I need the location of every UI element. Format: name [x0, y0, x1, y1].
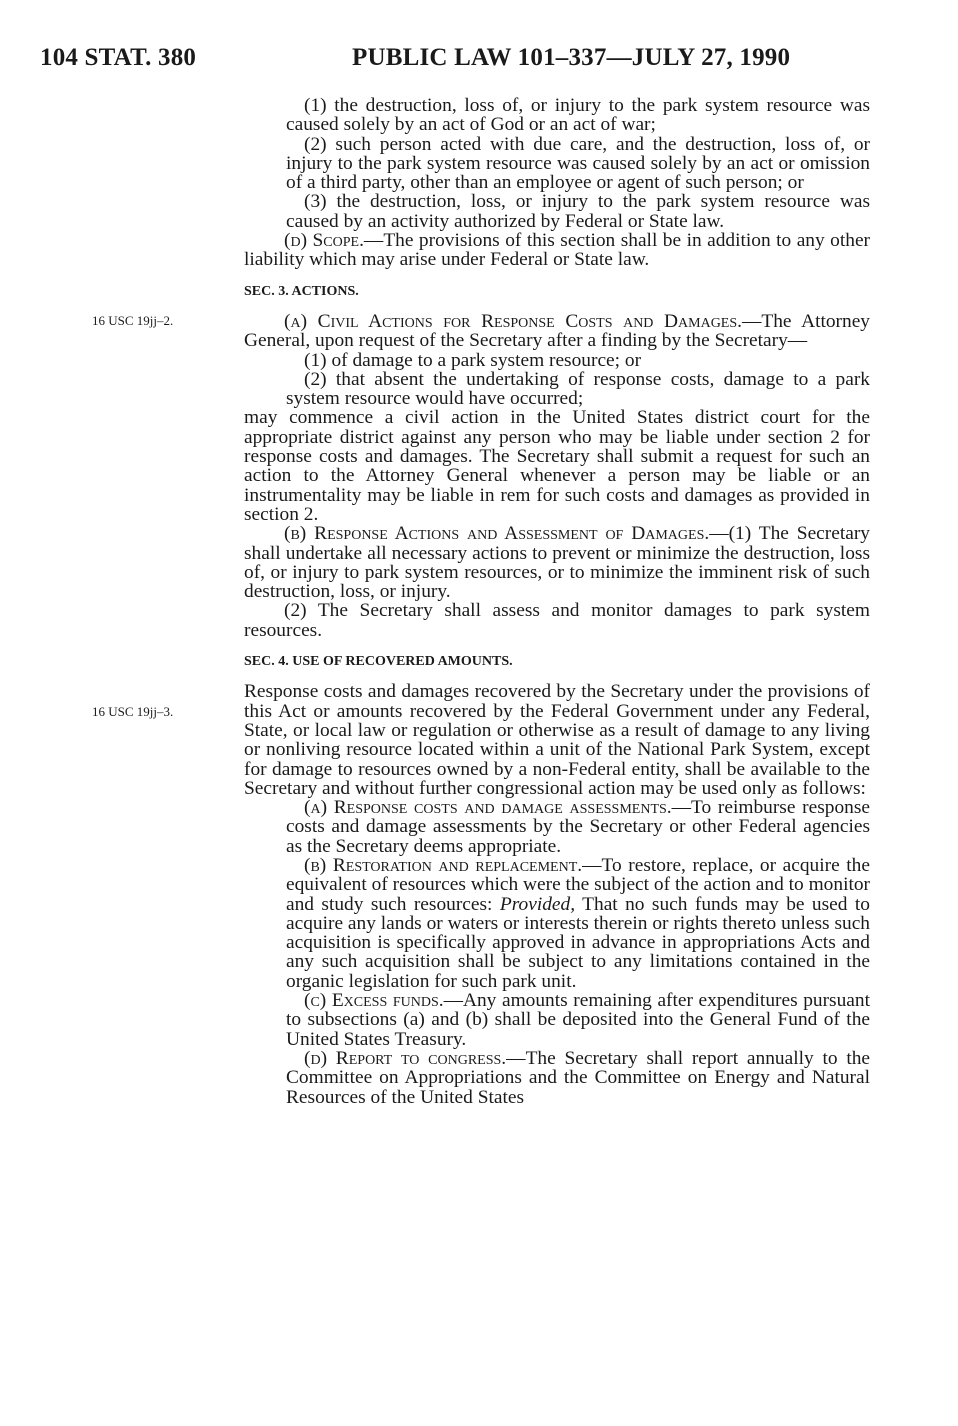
- margin-note-sec3: 16 USC 19jj–2.: [92, 313, 174, 328]
- document-body: [244, 96, 870, 1107]
- subsection-text: That no such funds may be used to acquire any lands or waters or interests therein or rights thereto unless such acquisition is specifically approved in advance in appropriations Acts and any such acquisition shall be subject to any limitations contained in the organic legislation for such park unit.: [286, 893, 870, 992]
- stat-page-number: 104 STAT. 380: [40, 44, 197, 71]
- paragraph-sec2-c2: (2) such person acted with due care, and the destruction, loss of, or injury to the park system resource was caused solely by an act or omission of a third party, other than an employee or agent of such person; or: [286, 133, 870, 194]
- paragraph-sec4-c: [244, 991, 870, 1049]
- subsection-text: —The provisions of this section shall be in addition to any other liability which may arise under Federal or State law.: [244, 230, 871, 271]
- subsection-text: —Any amounts remaining after expenditures pursuant to subsections (a) and (b) shall be deposited into the General Fund of the United States Treasury.: [286, 990, 870, 1050]
- subsection-heading: (a) Civil Actions for Response Costs and Damages.: [284, 310, 742, 332]
- paragraph-sec3-a2: (2) that absent the undertaking of response costs, damage to a park system resource would have occurred;: [286, 368, 870, 410]
- paragraph-sec4-a: [244, 798, 870, 856]
- paragraph-sec4-d: [244, 1049, 870, 1107]
- subsection-text: —(1) The Secretary shall undertake all necessary actions to prevent or minimize the destruction, loss of, or injury to park system resources, or to minimize the imminent risk of such destruction, loss, or injury.: [244, 523, 870, 603]
- paragraph-sec2-c3: (3) the destruction, loss, or injury to the park system resource was caused by an activity authorized by Federal or State law.: [286, 191, 870, 232]
- paragraph-sec3-a: [244, 312, 870, 351]
- subsection-heading: (d) Report to congress.: [304, 1047, 507, 1069]
- paragraph-sec2-c1: (1) the destruction, loss of, or injury to the park system resource was caused solely by an act of God or an act of war;: [286, 95, 870, 136]
- proviso-word: Provided,: [499, 893, 576, 915]
- subsection-heading: (a) Response costs and damage assessments.: [304, 797, 672, 819]
- paragraph-sec3-b: [244, 524, 870, 601]
- paragraph-sec3-a-cont: may commence a civil action in the United States district court for the appropriate district against any person who may be liable under section 2 for response costs and damages. The Secretary shall submit a request for such an action to the Attorney General whenever a person may be liable or an instrumentality may be liable in rem for such costs and damages as provided in section 2.: [244, 407, 870, 525]
- paragraph-sec3-a1: (1) of damage to a park system resource; or: [304, 349, 642, 371]
- public-law-title: PUBLIC LAW 101–337—JULY 27, 1990: [352, 44, 791, 71]
- subsection-heading: (b) Response Actions and Assessment of Damages.: [284, 523, 710, 545]
- paragraph-sec2-d: [244, 231, 870, 270]
- subsection-heading: (b) Restoration and replacement.: [304, 854, 583, 876]
- paragraph-sec4-b: [244, 856, 870, 991]
- subsection-heading: (d) Scope.: [284, 230, 364, 252]
- margin-note-sec4: 16 USC 19jj–3.: [92, 704, 174, 719]
- subsection-text: —To restore, replace, or acquire the equivalent of resources which were the subject of the action and to monitor and study such resources:: [286, 854, 870, 915]
- subsection-heading: (c) Excess funds.: [304, 990, 444, 1012]
- paragraph-sec3-b2: (2) The Secretary shall assess and monitor damages to park system resources.: [244, 600, 870, 641]
- page-header: [0, 44, 958, 84]
- subsection-text: —The Attorney General, upon request of the Secretary after a finding by the Secretary—: [244, 310, 870, 352]
- paragraph-sec4-intro: Response costs and damages recovered by the Secretary under the provisions of this Act or amounts recovered by the Federal Government under any Federal, State, or local law or regulation or otherwise as a result of damage to any living or nonliving resource located within a unit of the National Park System, except for damage to resources owned by a non-Federal entity, shall be available to the Secretary and without further congressional action may be used only as follows:: [244, 681, 870, 799]
- subsection-text: —The Secretary shall report annually to the Committee on Appropriations and the Committee on Energy and Natural Resources of the United States: [286, 1047, 871, 1108]
- section-3-heading: SEC. 3. ACTIONS.: [244, 283, 359, 299]
- subsection-text: —To reimburse response costs and damage assessments by the Secretary or other Federal agencies as the Secretary deems appropriate.: [286, 797, 870, 857]
- section-4-heading: SEC. 4. USE OF RECOVERED AMOUNTS.: [244, 654, 513, 670]
